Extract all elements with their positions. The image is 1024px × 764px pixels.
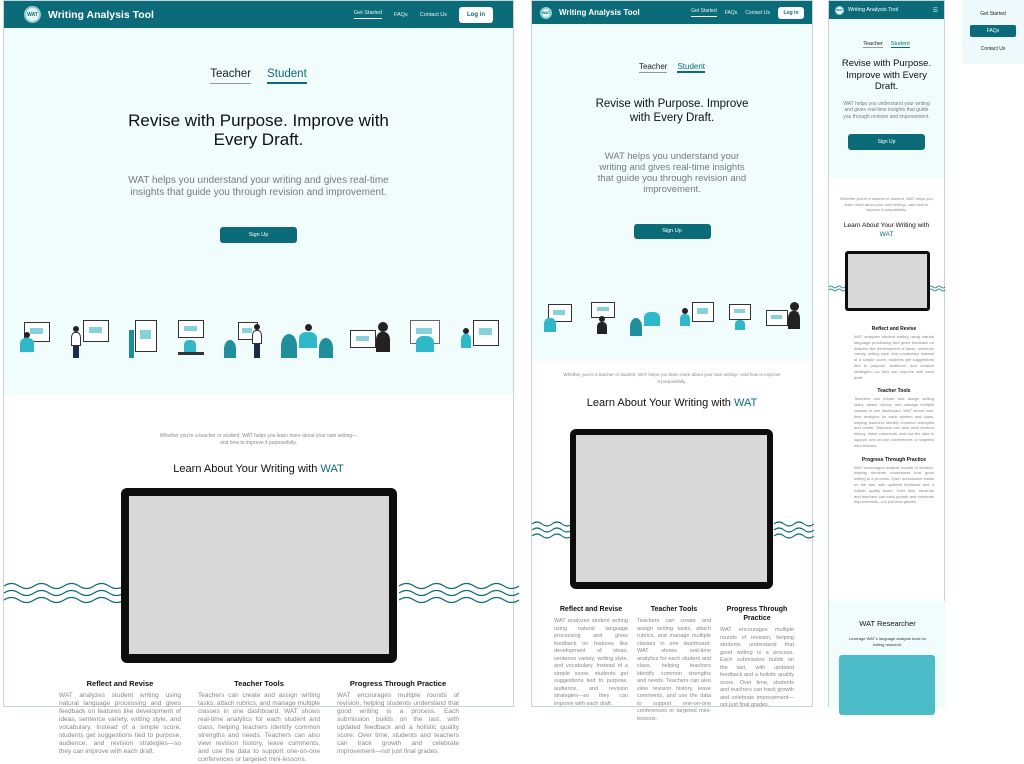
- nav-links: [691, 7, 804, 19]
- illustration-standing-board: [125, 318, 161, 358]
- role-tabs: [4, 28, 513, 84]
- nav-get-started[interactable]: Get Started: [691, 8, 717, 17]
- illustration-student-reading: [540, 300, 576, 336]
- feature-text: WAT encourages multiple rounds of revision, helping students understand that good writing is a process. Each submission builds on the last, with updated feedback and a holistic quality score. Over time, students and teachers can track growth and celebrate improvement—not just final grades.: [337, 692, 459, 755]
- hero-section: [532, 24, 812, 361]
- tab-teacher[interactable]: Teacher: [863, 41, 883, 47]
- wave-left-decoration: [532, 519, 572, 543]
- login-button[interactable]: Log in: [459, 7, 493, 23]
- nav-get-started[interactable]: Get Started: [354, 10, 382, 19]
- top-navbar: [4, 1, 513, 28]
- nav-faqs[interactable]: FAQs: [394, 11, 408, 18]
- hero-section: [829, 19, 944, 178]
- demo-tablet-device: [121, 488, 397, 663]
- demo-video-screen[interactable]: [129, 496, 389, 654]
- app-title: Writing Analysis Tool: [848, 7, 899, 13]
- nav-contact[interactable]: Contact Us: [745, 9, 770, 16]
- wat-logo-icon: WAT: [540, 7, 552, 19]
- illustration-laptop-headphones: [348, 318, 392, 358]
- brand[interactable]: [24, 6, 154, 23]
- sign-up-button[interactable]: Sign Up: [634, 224, 711, 239]
- hero-headline: Revise with Purpose. Improve with Every Draft.: [128, 111, 389, 149]
- illustration-collaborating: [585, 300, 621, 336]
- illustration-laptop-plants: [281, 318, 335, 358]
- learn-heading: [4, 463, 513, 475]
- hero-headline: Revise with Purpose. Improve with Every Draft.: [595, 98, 749, 124]
- feature-text: Teachers can create and assign writing tasks, attach rubrics, and manage multiple classes in one dashboard. WAT shows real-time analytics for each student and class, helping teachers identify common strengths and needs. Teachers can also view revision history, leave comments, and use the data to support one-on-one conferences or targeted mini-lessons.: [854, 396, 934, 448]
- role-tabs: [829, 19, 944, 48]
- illustration-presenting-chart: [680, 300, 718, 336]
- features-row: [59, 679, 459, 764]
- researcher-title: WAT Researcher: [859, 619, 916, 628]
- illustration-window-desk: [459, 318, 503, 358]
- wave-left-decoration: [4, 581, 124, 607]
- learn-heading-accent: WAT: [879, 230, 894, 238]
- learn-heading-accent: WAT: [733, 397, 758, 409]
- feature-text: WAT encourages multiple rounds of revision, helping students understand that good writing is a process. Each submission builds on the last, with updated feedback and a holistic quality score. Over time, students and teachers can track growth and celebrate improvement—not just final grades.: [720, 627, 794, 708]
- intro-text: Whether you're a teacher or student, WAT helps you learn more about your own writing—and how to improve it purposefully.: [159, 433, 358, 446]
- feature-title: Teacher Tools: [234, 679, 284, 688]
- features-stack: [854, 326, 934, 505]
- learn-heading: [839, 221, 935, 239]
- demo-tablet-device: [845, 251, 930, 311]
- login-button[interactable]: Log in: [778, 7, 804, 19]
- nav-links: [354, 7, 493, 23]
- feature-teacher-tools: [637, 605, 711, 723]
- sign-up-button[interactable]: Sign Up: [220, 227, 297, 243]
- hamburger-menu-icon[interactable]: ☰: [932, 7, 938, 14]
- intro-text: Whether you're a teacher or student, WAT helps you learn more about your own writing—and how to improve it purposefully.: [563, 372, 781, 384]
- learn-heading-prefix: Learn About Your Writing with: [843, 221, 930, 229]
- feature-title: Progress Through Practice: [349, 679, 447, 688]
- mobile-menu-faqs[interactable]: FAQs: [970, 25, 1016, 37]
- top-navbar: [829, 1, 944, 19]
- features-row: [554, 605, 794, 723]
- illustration-student-reading: [14, 318, 54, 358]
- researcher-card[interactable]: [839, 655, 935, 715]
- demo-tablet-device: [570, 429, 773, 589]
- feature-text: WAT encourages multiple rounds of revision, helping students understand that good writing is a process. Each submission builds on the last, with updated feedback and a holistic quality score. Over time, students and teachers can track growth and celebrate improvement—not just final grades.: [854, 464, 934, 505]
- illustration-desk-worker: [174, 318, 210, 358]
- learn-heading-prefix: Learn About Your Writing with: [173, 463, 321, 475]
- wat-logo-icon: WAT: [835, 6, 844, 15]
- feature-title: Progress Through Practice: [726, 606, 788, 622]
- sign-up-button[interactable]: Sign Up: [848, 134, 925, 150]
- feature-teacher-tools: [198, 679, 320, 764]
- illustration-reading-tablet: [406, 318, 446, 358]
- researcher-text: Leverage WAT's language analysis tools for writing research.: [848, 636, 927, 647]
- hero-section: [4, 28, 513, 395]
- illustration-row: [14, 318, 503, 358]
- feature-title: Reflect and Revise: [871, 326, 917, 332]
- intro-text: Whether you're a teacher or student, WAT helps you learn more about your own writing—and how to improve it purposefully.: [840, 196, 933, 212]
- feature-title: Progress Through Practice: [861, 456, 927, 463]
- feature-progress: [720, 605, 794, 723]
- feature-reflect: [554, 605, 628, 723]
- tablet-frame: [531, 0, 813, 722]
- hero-subtext: WAT helps you understand your writing and gives real-time insights that guide you through revision and improvement.: [128, 175, 389, 198]
- nav-faqs[interactable]: FAQs: [724, 9, 738, 16]
- app-title: Writing Analysis Tool: [48, 8, 154, 21]
- feature-text: Teachers can create and assign writing tasks, attach rubrics, and manage multiple classes in one dashboard. WAT shows real-time analytics for each student and class, helping teachers identify common strengths and needs. Teachers can also view revision history, leave comments, and use the data to support one-on-one conferences or targeted mini-lessons.: [198, 692, 320, 763]
- tab-student[interactable]: Student: [267, 68, 307, 84]
- feature-reflect: [59, 679, 181, 764]
- app-title: Writing Analysis Tool: [559, 8, 640, 17]
- hero-subtext: WAT helps you understand your writing and gives real-time insights that guide you through revision and improvement.: [597, 151, 747, 195]
- wave-right-decoration: [929, 284, 945, 294]
- illustration-laptop-plants: [630, 300, 670, 336]
- mobile-frame: [828, 0, 945, 707]
- learn-heading: [532, 397, 812, 409]
- tab-student[interactable]: Student: [890, 41, 910, 47]
- illustration-plant-board: [224, 318, 268, 358]
- nav-contact[interactable]: Contact Us: [419, 11, 447, 18]
- demo-video-screen[interactable]: [848, 254, 927, 308]
- illustration-desk-worker: [727, 300, 757, 336]
- demo-video-screen[interactable]: [576, 435, 767, 582]
- illustration-laptop-headphones: [766, 300, 804, 336]
- feature-text: WAT analyzes student writing using natural language processing and gives feedback on features like development of ideas, sentence variety, writing style, and vocabulary. Instead of a simple score, students get suggestions tied to purpose, audience, and revision strategies—so they can improve with each draft.: [854, 334, 934, 380]
- feature-text: WAT analyzes student writing using natural language processing and gives feedback on features like development of ideas, sentence variety, writing style, and vocabulary. Instead of a simple score, students get suggestions tied to purpose, audience, and revision strategies—so they can improve with each draft.: [554, 618, 628, 707]
- feature-text: WAT analyzes student writing using natural language processing and gives feedback on features like development of ideas, sentence variety, writing style, and vocabulary. Instead of a simple score, students get suggestions tied to purpose, audience, and revision strategies—so they can improve with each draft.: [59, 692, 181, 755]
- feature-title: Teacher Tools: [877, 388, 911, 395]
- illustration-row: [540, 300, 804, 336]
- feature-title: Reflect and Revise: [86, 679, 154, 688]
- learn-heading-prefix: Learn About Your Writing with: [586, 397, 734, 409]
- brand[interactable]: [540, 7, 640, 19]
- top-navbar: [532, 1, 812, 24]
- hero-headline: Revise with Purpose. Improve with Every Draft.: [841, 58, 932, 92]
- wave-left-decoration: [829, 284, 845, 294]
- researcher-section: [829, 601, 946, 708]
- desktop-frame: [3, 0, 514, 763]
- brand[interactable]: [835, 6, 898, 15]
- feature-progress: [337, 679, 459, 764]
- hero-subtext: WAT helps you understand your writing and gives real-time insights that guide you through revision and improvement.: [843, 100, 930, 120]
- mobile-menu-panel: [962, 0, 1024, 64]
- feature-title: Reflect and Revise: [559, 606, 623, 613]
- wave-right-decoration: [399, 581, 515, 607]
- feature-title: Teacher Tools: [650, 606, 698, 613]
- learn-heading-accent: WAT: [320, 463, 344, 475]
- tab-student[interactable]: Student: [677, 62, 706, 71]
- wat-logo-icon: WAT: [24, 6, 41, 23]
- mobile-menu-contact[interactable]: Contact Us: [980, 46, 1006, 52]
- illustration-presenting-chart: [67, 318, 111, 358]
- mobile-menu-get-started[interactable]: Get Started: [980, 11, 1006, 17]
- wave-right-decoration: [774, 519, 814, 543]
- role-tabs: [532, 24, 812, 73]
- tab-teacher[interactable]: Teacher: [638, 62, 668, 71]
- tab-teacher[interactable]: Teacher: [210, 68, 251, 84]
- feature-text: Teachers can create and assign writing tasks, attach rubrics, and manage multiple classes in one dashboard. WAT shows real-time analytics for each student and class, helping teachers identify common strengths and needs. Teachers can also view revision history, leave comments, and use the data to support one-on-one conferences or targeted mini-lessons.: [637, 618, 711, 722]
